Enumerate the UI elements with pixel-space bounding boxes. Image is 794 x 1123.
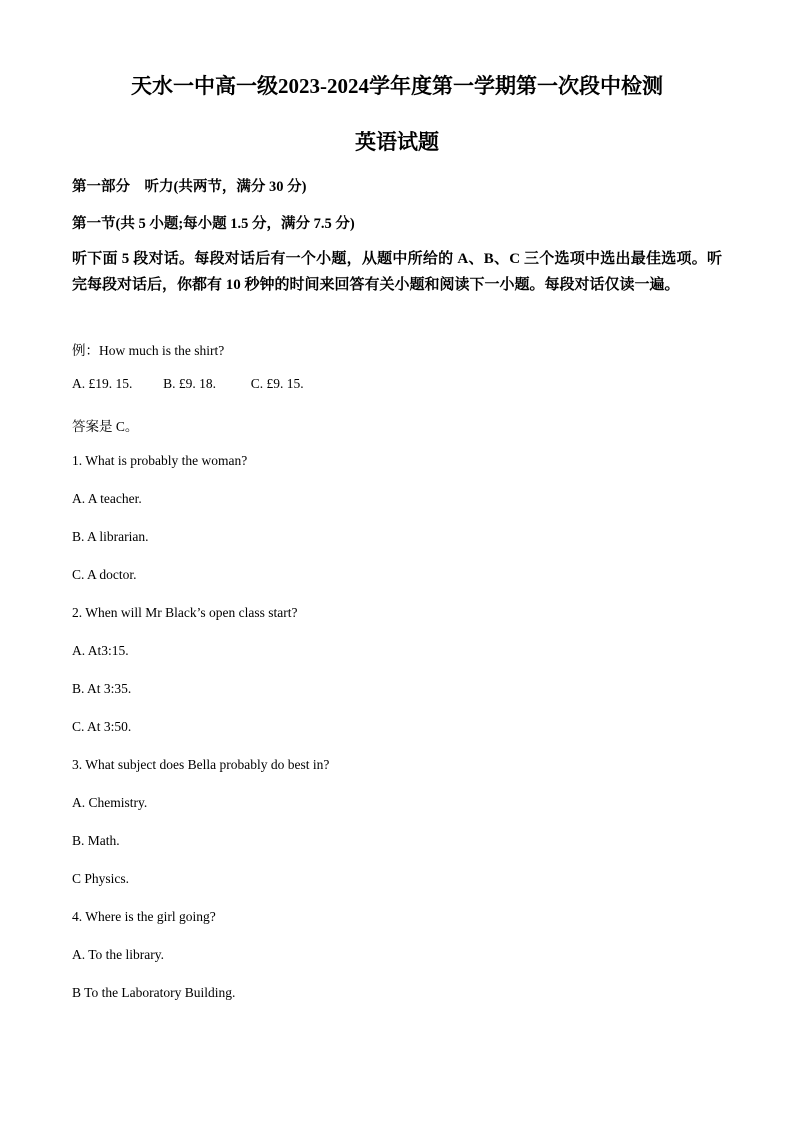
question-4-option-b: B To the Laboratory Building. [72, 985, 236, 1000]
example-option-c: C. £9. 15. [250, 376, 304, 391]
question-3-option-b: B. Math. [72, 833, 120, 848]
question-3-option-a: A. Chemistry. [72, 795, 148, 810]
part-heading: 第一部分 听力(共两节，满分 30 分) [72, 179, 307, 195]
exam-title: 天水一中高一级2023-2024学年度第一学期第一次段中检测 [131, 74, 663, 98]
exam-subject-title: 英语试题 [355, 130, 439, 154]
question-2-stem: 2. When will Mr Black’s open class start? [72, 605, 298, 620]
example-answer: 答案是 C。 [72, 419, 139, 434]
example-option-a: A. £19. 15. [72, 376, 133, 391]
question-3-option-c: C Physics. [72, 871, 130, 886]
question-2-option-c: C. At 3:50. [72, 719, 132, 734]
question-2-option-a: A. At3:15. [72, 643, 129, 658]
question-4-option-a: A. To the library. [72, 947, 165, 962]
question-1-option-b: B. A librarian. [72, 529, 149, 544]
question-1-stem: 1. What is probably the woman? [72, 453, 248, 468]
question-3-stem: 3. What subject does Bella probably do best in? [72, 757, 330, 772]
example-options [72, 376, 304, 392]
example-question: 例：How much is the shirt? [72, 343, 225, 358]
question-4-stem: 4. Where is the girl going? [72, 909, 216, 924]
question-1-option-a: A. A teacher. [72, 491, 142, 506]
example-option-b: B. £9. 18. [163, 376, 217, 391]
question-2-option-b: B. At 3:35. [72, 681, 132, 696]
instructions-paragraph: 听下面 5 段对话。每段对话后有一个小题，从题中所给的 A、B、C 三个选项中选出最佳选项。听完每段对话后，你都有 10 秒钟的时间来回答有关小题和阅读下一小题。每段对话仅读一遍。 [72, 251, 722, 293]
question-1-option-c: C. A doctor. [72, 567, 137, 582]
section-heading: 第一节(共 5 小题;每小题 1.5 分，满分 7.5 分) [72, 216, 355, 232]
